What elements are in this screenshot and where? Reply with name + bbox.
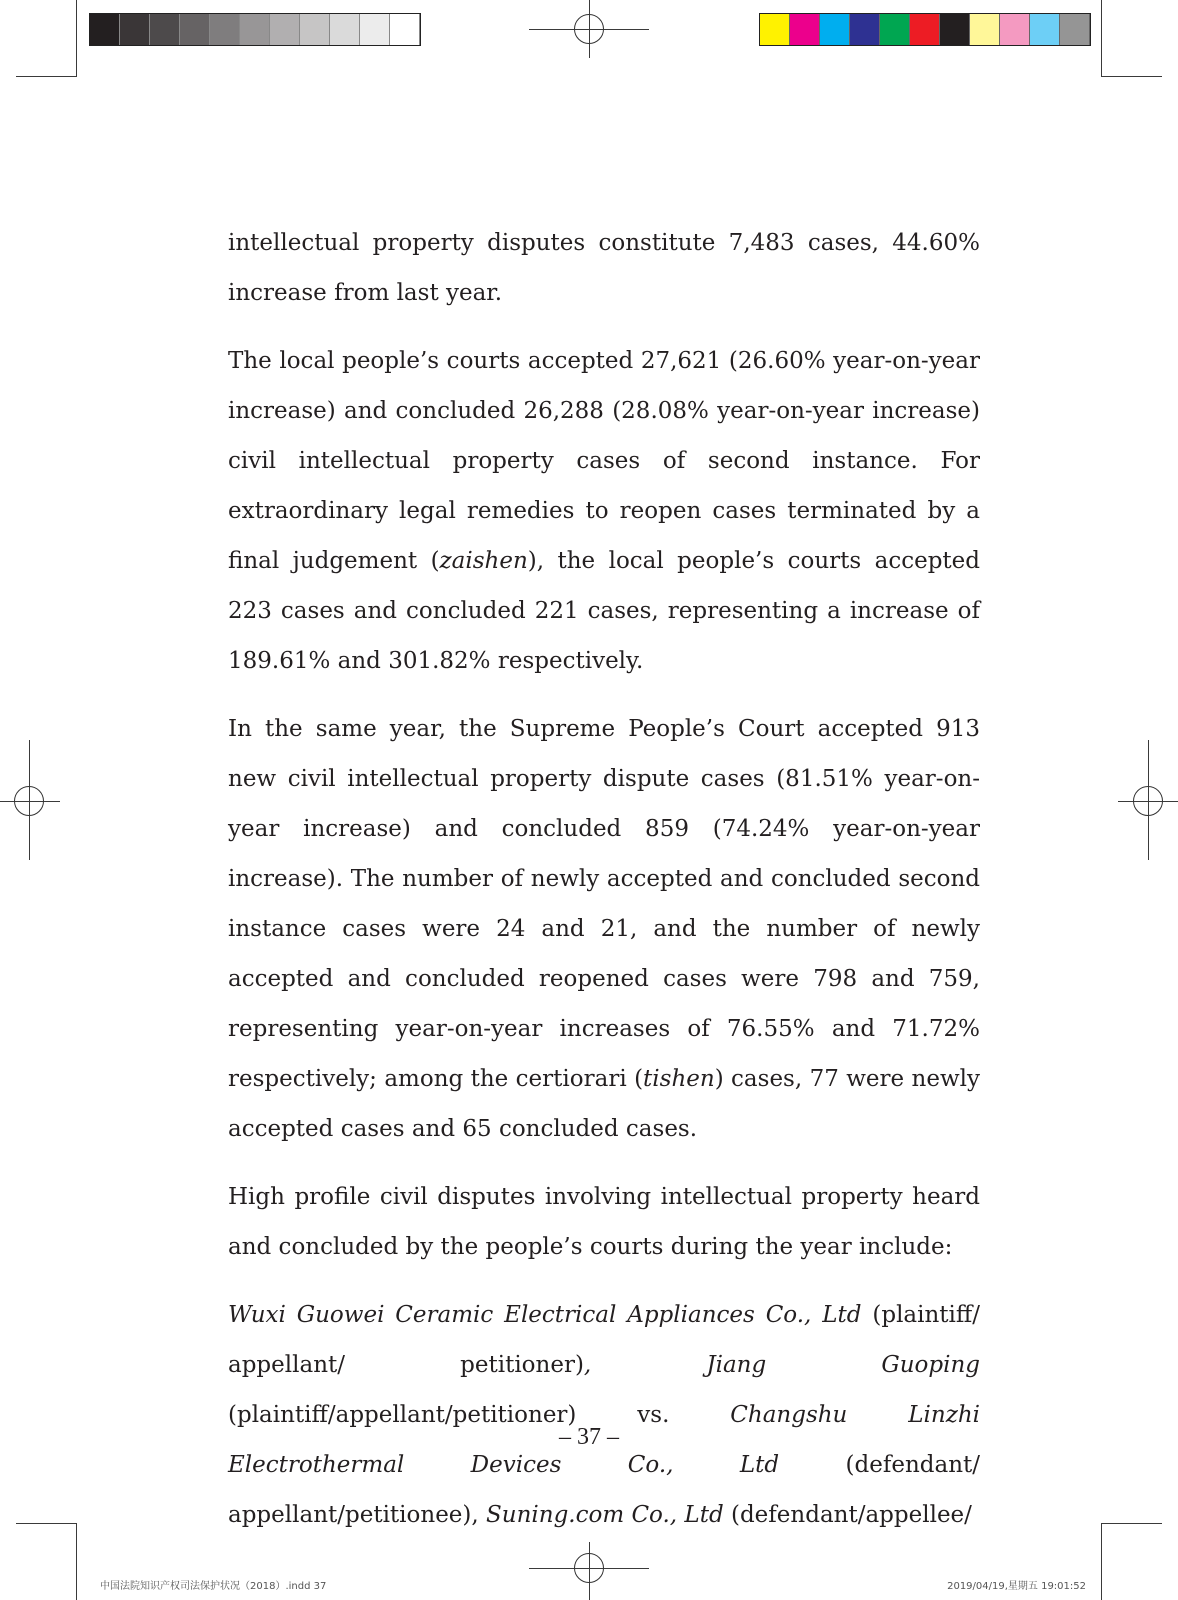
gray-swatch (390, 14, 420, 45)
color-swatch (1000, 14, 1030, 45)
gray-swatch (270, 14, 300, 45)
color-swatch (820, 14, 850, 45)
footer-file-name: 中国法院知识产权司法保护状况（2018）.indd 37 (100, 1581, 327, 1592)
body-text: (defendant/appellee/ (723, 1502, 972, 1528)
gray-swatch (240, 14, 270, 45)
body-text: (plaintiff/appellant/petitioner) vs. (228, 1402, 731, 1428)
crop-mark-tr-h (1101, 76, 1162, 77)
body-text: The local people’s courts accepted 27,621 (26.60% year-on-year increase) and concluded 26,288 (28.08% year-on-year increase) civil intellectual property cases of second instance. For extraordinary legal remedies to reopen cases terminated by a final judgement ( (228, 348, 980, 574)
color-swatch (910, 14, 940, 45)
gray-swatch (210, 14, 240, 45)
italic-text: zaishen (439, 548, 528, 574)
italic-text: Wuxi Guowei Ceramic Electrical Appliances Co., Ltd (228, 1302, 862, 1328)
gray-swatch (330, 14, 360, 45)
gray-swatch (180, 14, 210, 45)
crop-mark-br-h (1101, 1523, 1162, 1524)
grayscale-bar (89, 13, 421, 46)
italic-text: Changshu Linzhi Electrothermal Devices Co., Ltd (228, 1402, 980, 1478)
gray-swatch (90, 14, 120, 45)
paragraph-p4 (228, 1172, 980, 1272)
body-text: ) cases, 77 were newly accepted cases and 65 concluded cases. (228, 1066, 980, 1142)
body-text: intellectual property disputes constitute 7,483 cases, 44.60% increase from last year. (228, 230, 980, 306)
page-body (228, 218, 980, 1558)
gray-swatch (360, 14, 390, 45)
paragraph-p1 (228, 218, 980, 318)
color-swatch (970, 14, 1000, 45)
crop-mark-bl-h (16, 1523, 77, 1524)
body-text: High profile civil disputes involving intellectual property heard and concluded by the people’s courts during the year include: (228, 1184, 980, 1260)
crop-mark-bl-v (76, 1523, 77, 1600)
color-swatch (880, 14, 910, 45)
color-swatch (790, 14, 820, 45)
gray-swatch (300, 14, 330, 45)
crop-mark-br-v (1101, 1523, 1102, 1600)
gray-swatch (120, 14, 150, 45)
body-text: In the same year, the Supreme People’s Court accepted 913 new civil intellectual property dispute cases (81.51% year-on-year increase) and concluded 859 (74.24% year-on-year increase). The number of newly accepted and concluded second instance cases were 24 and 21, and the number of newly accepted and concluded reopened cases were 798 and 759, representing year-on-year increases of 76.55% and 71.72% respectively; among the certiorari ( (228, 716, 980, 1092)
paragraph-p2 (228, 336, 980, 686)
color-swatch (850, 14, 880, 45)
color-swatch (1030, 14, 1060, 45)
color-swatch (760, 14, 790, 45)
crop-mark-tl-h (16, 76, 77, 77)
body-text: ), the local people’s courts accepted 223 cases and concluded 221 cases, representing a increase of 189.61% and 301.82% respectively. (228, 548, 980, 674)
paragraph-p5 (228, 1290, 980, 1540)
color-swatch (940, 14, 970, 45)
italic-text: , Jiang Guoping (583, 1352, 980, 1378)
body-text: (plaintiff/ appellant/ petitioner) (228, 1302, 980, 1378)
crop-mark-tl-v (76, 0, 77, 77)
page-number: – 37 – (559, 1424, 619, 1450)
paragraph-p3 (228, 704, 980, 1154)
footer-timestamp: 2019/04/19,星期五 19:01:52 (947, 1581, 1086, 1592)
color-bar (759, 13, 1091, 46)
gray-swatch (150, 14, 180, 45)
color-swatch (1060, 14, 1090, 45)
crop-mark-tr-v (1101, 0, 1102, 77)
italic-text: Suning.com Co., Ltd (486, 1502, 724, 1528)
italic-text: tishen (643, 1066, 715, 1092)
body-text: (defendant/ appellant/petitionee), (228, 1452, 981, 1528)
